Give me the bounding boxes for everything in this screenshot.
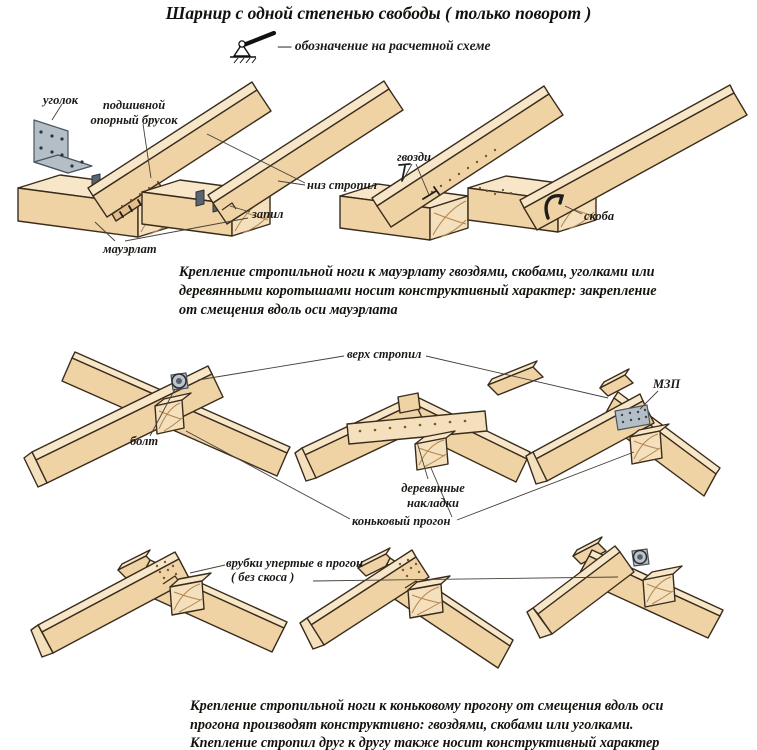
caption-line: деревянными коротышами носит конструктивный характер: закрепление xyxy=(179,283,657,299)
label-vrubki-line2: ( без скоса ) xyxy=(231,570,295,584)
hinge-symbol-icon xyxy=(230,33,274,63)
drawing-vrubka-3 xyxy=(527,537,723,638)
caption-line: Крепление стропильной ноги к коньковому прогону от смещения вдоль оси xyxy=(190,698,664,714)
hinge-symbol-caption: — обозначение на расчетной схеме xyxy=(278,38,491,53)
caption-line: от смещения вдоль оси мауэрлата xyxy=(179,302,398,318)
drawing-ridge-bolt xyxy=(24,352,290,487)
label-zapil: запил xyxy=(252,207,284,221)
label-line: опорный брусок xyxy=(90,112,178,127)
label-ugolok: уголок xyxy=(43,93,79,107)
label-podshivnoy-brusok xyxy=(78,98,190,127)
caption-line: прогона производят конструктивно: гвоздями, скобами или уголками. xyxy=(190,716,634,733)
label-verkh-stropil: верх стропил xyxy=(347,347,422,361)
label-niz-stropil: низ стропил xyxy=(307,178,377,192)
label-mzp: МЗП xyxy=(653,377,681,391)
drawing-ridge-mzp xyxy=(526,369,720,496)
drawing-ridge-nakladki xyxy=(295,361,543,482)
label-konkovy-progon: коньковый прогон xyxy=(352,514,451,528)
caption-line: Кпепление стропил друг к другу также носит конструктивный характер xyxy=(190,735,660,750)
caption-top-row xyxy=(179,263,749,320)
label-bolt: болт xyxy=(130,434,159,448)
label-gvozdi: гвозди xyxy=(397,150,431,164)
label-line: деревянные xyxy=(401,481,465,495)
label-line: подшивной xyxy=(102,98,166,112)
label-mauerlat: мауэрлат xyxy=(103,242,157,256)
caption-bottom-row xyxy=(190,697,750,750)
label-skoba: скоба xyxy=(584,209,615,223)
page-title: Шарнир с одной степенью свободы ( только поворот ) xyxy=(165,3,592,23)
label-vrubki-line1: врубки упертые в прогон xyxy=(226,556,364,570)
label-nakladki xyxy=(392,481,474,510)
label-line: накладки xyxy=(407,495,459,510)
caption-line: Крепление стропильной ноги к мауэрлату гвоздями, скобами, уголками или xyxy=(179,264,655,280)
